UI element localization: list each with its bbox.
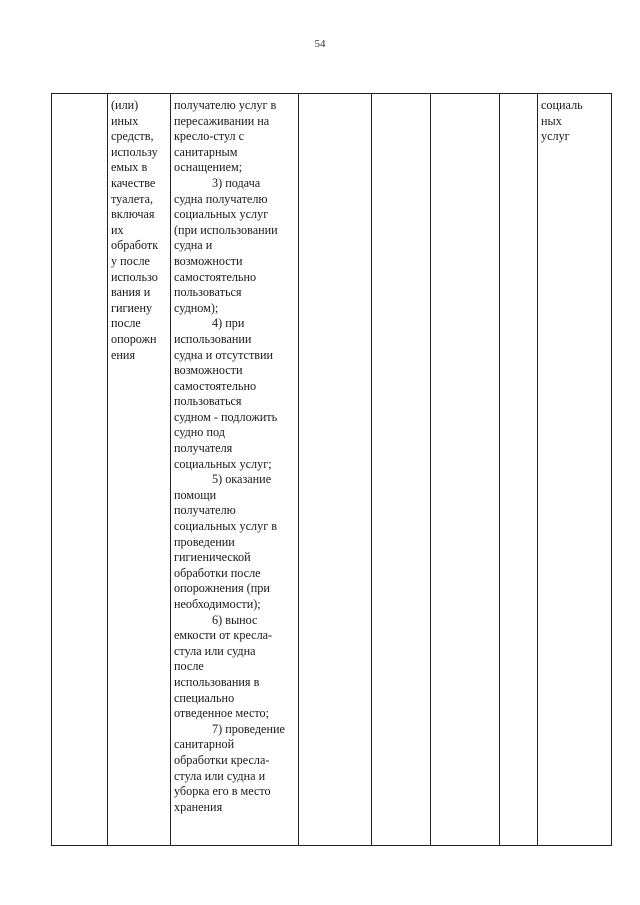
text-line: стула или судна <box>174 643 256 658</box>
text-line: их <box>111 222 124 237</box>
text-line: специально <box>174 690 235 705</box>
cell-service-name <box>108 94 171 846</box>
table-row <box>52 94 612 846</box>
text-line: включая <box>111 207 155 222</box>
text-line: использовании <box>174 331 252 346</box>
text-line: пользоваться <box>174 285 242 300</box>
text-line: ных <box>541 113 562 128</box>
cell-empty-3 <box>431 94 500 846</box>
text-line: опорожнения (при <box>174 581 270 596</box>
text-line: уборка его в место <box>174 784 271 799</box>
page-number: 54 <box>314 38 326 50</box>
text-line: гигиенической <box>174 550 251 565</box>
cell-service-description <box>171 94 299 846</box>
text-line: 7) проведение <box>212 721 285 736</box>
text-line: оснащением; <box>174 160 243 175</box>
text-line: кресло-стул с <box>174 129 245 144</box>
text-line: 3) подача <box>212 175 261 190</box>
text-line: емых в <box>111 160 148 175</box>
text-line: судно под <box>174 425 225 440</box>
text-line: социальных услуг; <box>174 456 272 471</box>
text-line: гигиену <box>111 300 153 315</box>
text-line: судном); <box>174 300 219 315</box>
text-line: судна и <box>174 238 213 253</box>
text-line: (при использовании <box>174 222 278 237</box>
services-table <box>51 93 612 846</box>
text-line: необходимости); <box>174 597 261 611</box>
cell-recipient <box>538 94 612 846</box>
text-line: пересаживании на <box>174 113 270 128</box>
text-line: хранения <box>174 799 223 814</box>
text-line: социаль <box>541 98 583 112</box>
text-line: иных <box>111 113 139 128</box>
text-line: 6) вынос <box>212 612 258 627</box>
text-line: санитарным <box>174 144 238 159</box>
text-line: туалета, <box>111 191 154 206</box>
text-line: возможности <box>174 253 243 268</box>
text-line: возможности <box>174 363 243 378</box>
text-line: обработки после <box>174 565 261 580</box>
text-line: самостоятельно <box>174 378 257 393</box>
text-line: самостоятельно <box>174 269 257 284</box>
text-line: проведении <box>174 534 235 549</box>
text-line: после <box>174 659 204 674</box>
cell-empty-4 <box>500 94 538 846</box>
text-line: судна получателю <box>174 191 268 206</box>
cell-number <box>52 94 108 846</box>
text-line: получателя <box>174 441 233 456</box>
text-line: опорожн <box>111 331 157 346</box>
cell-empty-2 <box>372 94 431 846</box>
text-line: использования в <box>174 674 260 689</box>
text-line: 4) при <box>212 316 245 331</box>
text-line: услуг <box>541 129 570 144</box>
text-line: 5) оказание <box>212 472 272 487</box>
text-line: емкости от кресла- <box>174 628 273 643</box>
text-line: получателю <box>174 503 236 518</box>
text-line: отведенное место; <box>174 706 270 721</box>
text-line: социальных услуг в <box>174 519 278 534</box>
text-line: использо <box>111 269 158 284</box>
text-line: пользоваться <box>174 394 242 409</box>
text-line: судном - подложить <box>174 409 278 424</box>
text-line: у после <box>111 253 150 268</box>
text-line: средств, <box>111 129 154 144</box>
text-line: стула или судна и <box>174 768 266 783</box>
text-line: после <box>111 316 141 331</box>
text-line: использу <box>111 144 158 159</box>
text-line: помощи <box>174 487 217 502</box>
cell-empty-1 <box>299 94 372 846</box>
text-line: ения <box>111 347 136 362</box>
text-line: санитарной <box>174 737 235 752</box>
text-line: обработки кресла- <box>174 752 270 767</box>
text-line: обработк <box>111 238 159 253</box>
text-line: вания и <box>111 285 151 300</box>
text-line: (или) <box>111 98 139 112</box>
text-line: судна и отсутствии <box>174 347 274 362</box>
text-line: получателю услуг в <box>174 98 277 112</box>
text-line: качестве <box>111 175 156 190</box>
text-line: социальных услуг <box>174 207 269 222</box>
